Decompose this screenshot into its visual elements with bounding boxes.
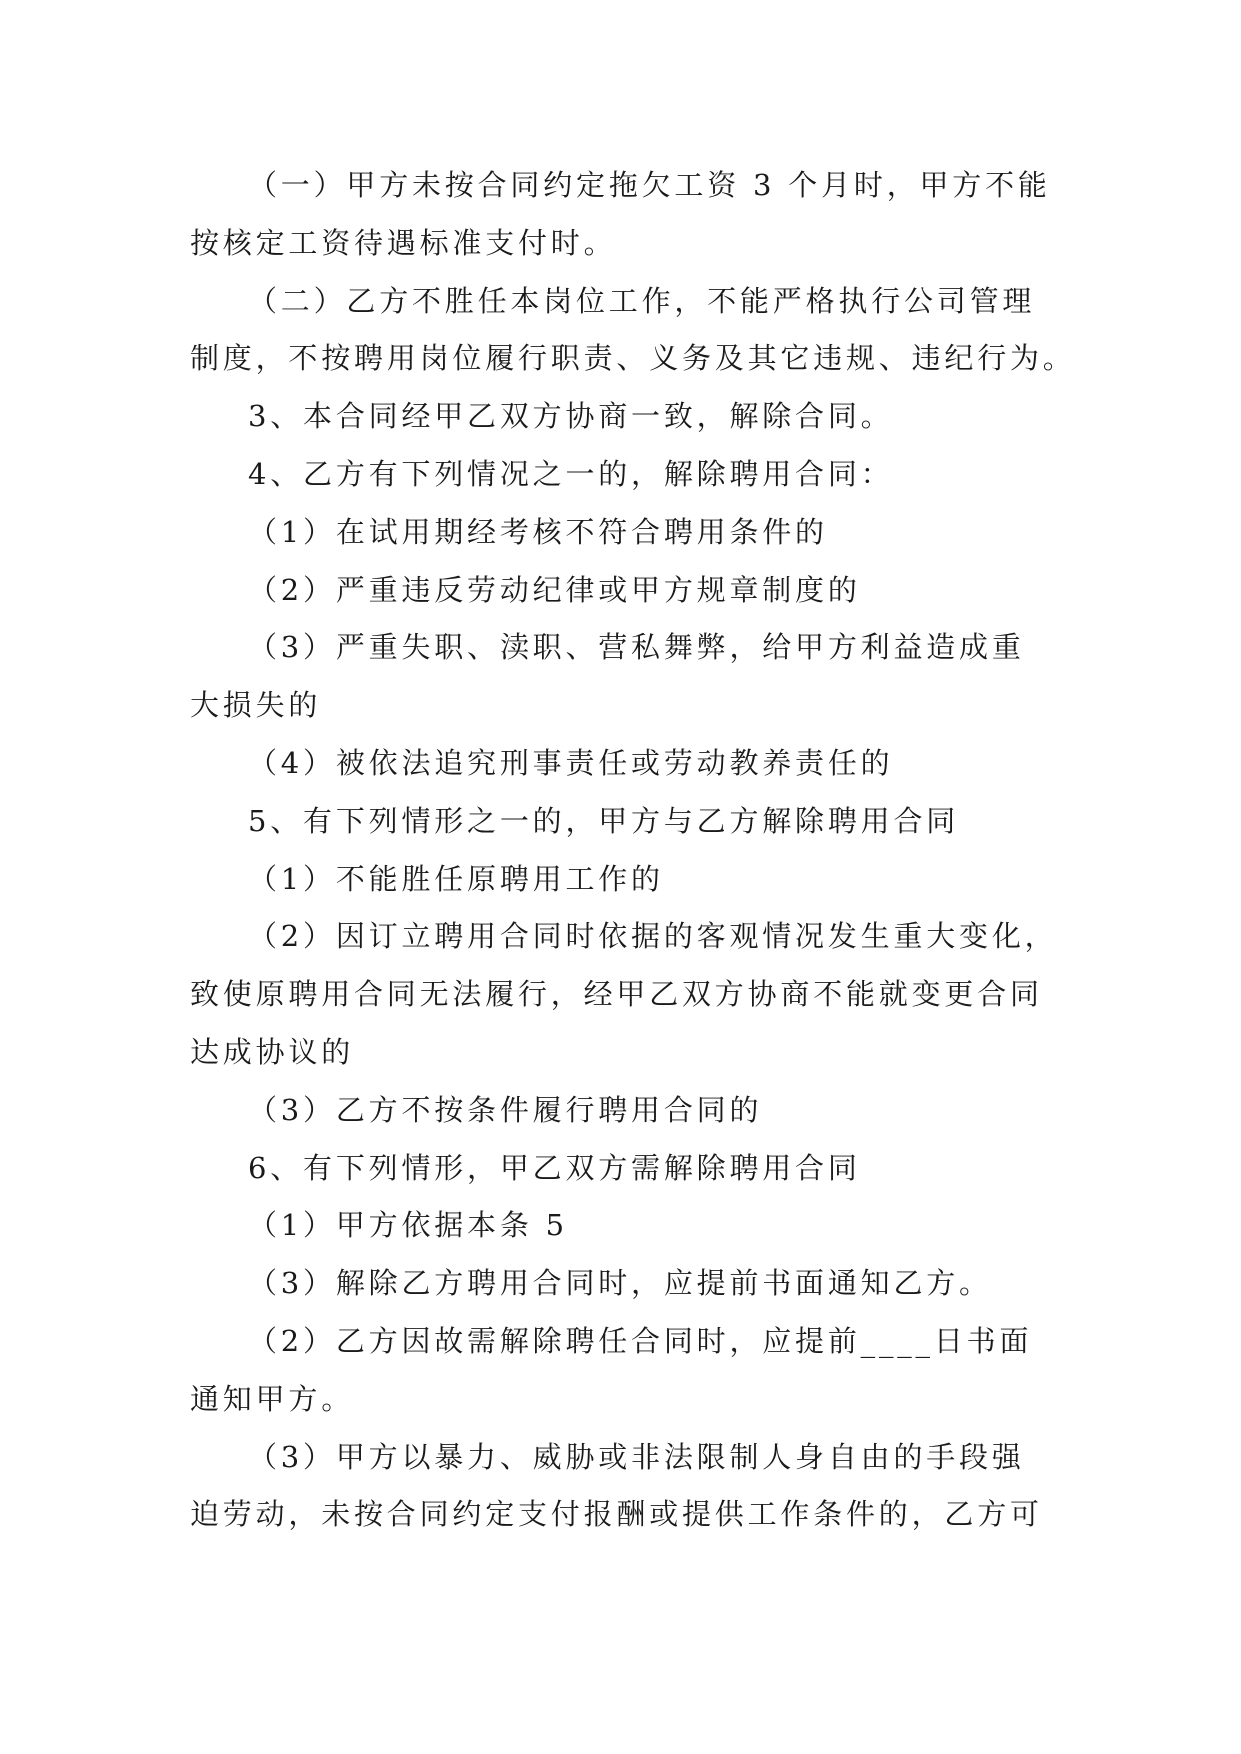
clause-5-item-3 (190, 1082, 1050, 1140)
paragraph-line: 迫劳动，未按合同约定支付报酬或提供工作条件的，乙方可 (190, 1497, 1043, 1532)
clause-3 (190, 388, 1050, 446)
paragraph-line: 6、有下列情形，甲乙双方需解除聘用合同 (248, 1150, 861, 1185)
paragraph-line: 大损失的 (190, 688, 322, 723)
paragraph-line: （1）甲方依据本条 5 (248, 1208, 568, 1243)
paragraph-line: （1）在试用期经考核不符合聘用条件的 (248, 514, 828, 549)
clause-5-item-1 (190, 851, 1050, 909)
clause-4-item-1 (190, 504, 1050, 562)
paragraph-line: （3）乙方不按条件履行聘用合同的 (248, 1092, 763, 1127)
paragraph-line: （2）乙方因故需解除聘任合同时，应提前____日书面 (248, 1323, 1033, 1358)
paragraph-line: （3）甲方以暴力、威胁或非法限制人身自由的手段强 (248, 1439, 1025, 1474)
paragraph-line: （3）解除乙方聘用合同时，应提前书面通知乙方。 (248, 1266, 992, 1301)
clause-5-item-2 (190, 908, 1058, 1081)
clause-6-item-1 (190, 1197, 1050, 1255)
clause-4-item-4 (190, 735, 1050, 793)
paragraph-line: （3）严重失职、渎职、营私舞弊，给甲方利益造成重 (248, 630, 1025, 665)
paragraph-line: 按核定工资待遇标准支付时。 (190, 225, 617, 260)
paragraph-line: （2）严重违反劳动纪律或甲方规章制度的 (248, 572, 861, 607)
clause-5 (190, 793, 1050, 851)
paragraph-termination-item-2 (190, 273, 1076, 389)
clause-4-item-3 (190, 619, 1050, 735)
paragraph-line: （2）因订立聘用合同时依据的客观情况发生重大变化， (248, 919, 1058, 954)
clause-4-item-2 (190, 562, 1050, 620)
paragraph-line: 致使原聘用合同无法履行，经甲乙双方协商不能就变更合同 (190, 977, 1043, 1012)
paragraph-line: 达成协议的 (190, 1034, 355, 1069)
paragraph-line: 4、乙方有下列情况之一的，解除聘用合同： (248, 456, 894, 491)
paragraph-line: 3、本合同经甲乙双方协商一致，解除合同。 (248, 399, 894, 434)
paragraph-line: （一）甲方未按合同约定拖欠工资 3 个月时，甲方不能 (248, 168, 1051, 202)
clause-6-item-2 (190, 1313, 1050, 1429)
paragraph-line: 制度，不按聘用岗位履行职责、义务及其它违规、违纪行为。 (190, 341, 1076, 376)
document-body (190, 157, 1076, 1544)
paragraph-line: （4）被依法追究刑事责任或劳动教养责任的 (248, 745, 894, 780)
paragraph-termination-item-1 (190, 157, 1050, 273)
paragraph-line: 5、有下列情形之一的，甲方与乙方解除聘用合同 (248, 803, 960, 838)
clause-6-item-3b (190, 1429, 1050, 1545)
clause-6 (190, 1140, 1050, 1198)
paragraph-line: （二）乙方不胜任本岗位工作，不能严格执行公司管理 (248, 283, 1036, 318)
paragraph-line: （1）不能胜任原聘用工作的 (248, 861, 664, 896)
clause-6-item-3a (190, 1255, 1050, 1313)
clause-4 (190, 446, 1050, 504)
paragraph-line: 通知甲方。 (190, 1381, 355, 1416)
